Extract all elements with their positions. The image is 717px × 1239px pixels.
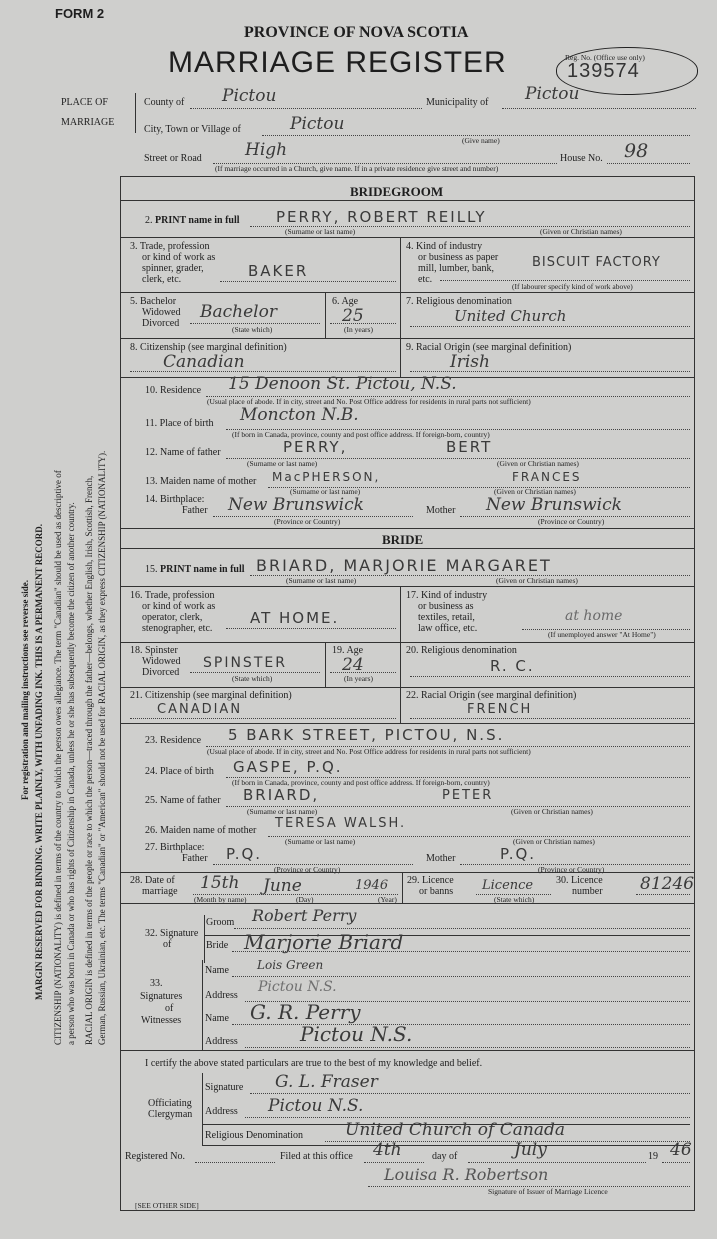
label-line: textiles, retail,	[418, 612, 475, 623]
label-line: mill, lumber, bank,	[418, 263, 494, 274]
groom-given-caption: (Given or Christian names)	[540, 227, 622, 236]
filed-year-value: 46	[670, 1140, 692, 1160]
groom-age-caption: (In years)	[344, 325, 373, 334]
label-line: 3. Trade, profession	[130, 241, 210, 252]
label-line: Widowed	[142, 656, 181, 667]
bride-bp-mother-label: Mother	[426, 853, 456, 864]
label-line: or business as	[418, 601, 474, 612]
groom-status-value: Bachelor	[200, 302, 277, 322]
label-line: 18. Spinster	[130, 645, 178, 656]
print-label: PRINT name in full	[160, 564, 245, 575]
bride-surname-caption: (Surname or last name)	[286, 576, 357, 585]
bride-age-value: 24	[342, 655, 364, 675]
page-title: MARRIAGE REGISTER	[168, 46, 507, 79]
groom-bp-father-label: Father	[182, 505, 208, 516]
bride-mother-value: TERESA WALSH.	[275, 816, 407, 831]
city-label: City, Town or Village of	[144, 124, 241, 135]
form-number: FORM 2	[55, 6, 105, 21]
bride-sig-label: Bride	[206, 940, 229, 951]
groom-racial-value: Irish	[450, 352, 490, 372]
label-line: law office, etc.	[418, 623, 478, 634]
label-line: operator, clerk,	[142, 612, 203, 623]
bride-father-bp-caption: (Province or Country)	[274, 865, 341, 874]
groom-mother-label: 13. Maiden name of mother	[145, 476, 257, 487]
issuer-caption: Signature of Issuer of Marriage Licence	[488, 1187, 608, 1196]
bride-residence-value: 5 BARK STREET, PICTOU, N.S.	[228, 726, 505, 744]
witness1-address-label: Address	[205, 990, 238, 1001]
label-line: 30. Licence	[556, 875, 603, 886]
groom-name-label	[145, 215, 240, 226]
witness1-name-label: Name	[205, 965, 229, 976]
groom-age-value: 25	[342, 306, 364, 326]
groom-surname-caption: (Surname or last name)	[285, 227, 356, 236]
day-of-label: day of	[432, 1151, 458, 1162]
label-line: of	[164, 1003, 174, 1014]
marriage-year-caption: (Year)	[378, 895, 397, 904]
groom-state-caption: (State which)	[232, 325, 273, 334]
groom-birthplace-note: (If born in Canada, province, county and post office address. If foreign-born, country)	[232, 430, 490, 439]
filed-day-value: 4th	[373, 1140, 402, 1160]
label-line: Widowed	[142, 307, 181, 318]
marriage-day-value: 15th	[200, 873, 240, 893]
bride-birthplace-note: (If born in Canada, province, county and post office address. If foreign-born, country)	[232, 778, 490, 787]
groom-residence-label: 10. Residence	[145, 385, 202, 396]
witness2-address: Pictou N.S.	[300, 1022, 413, 1046]
groom-mother-surname-caption: (Surname or last name)	[290, 487, 361, 496]
label-line: or kind of work as	[142, 252, 216, 263]
bride-age-label: 19. Age	[332, 645, 364, 656]
groom-religion-value: United Church	[454, 307, 567, 325]
licence-banns-label	[407, 875, 454, 897]
denomination-label: Religious Denomination	[205, 1130, 304, 1141]
bride-birthplace-parents-label: 27. Birthplace:	[145, 842, 205, 853]
province-heading: PROVINCE OF NOVA SCOTIA	[244, 24, 469, 41]
bride-state-caption: (State which)	[232, 674, 273, 683]
bride-residence-note: (Usual place of abode. If in city, street and No. Post Office address for residents in rural parts not sufficient)	[207, 747, 531, 756]
bride-religion-value: R. C.	[490, 657, 535, 675]
bride-age-caption: (In years)	[344, 674, 373, 683]
groom-sig-label: Groom	[206, 917, 235, 928]
bride-citizenship-value: CANADIAN	[157, 702, 243, 717]
label-line: marriage	[142, 886, 178, 897]
groom-residence-value: 15 Denoon St. Pictou, N.S.	[228, 374, 457, 394]
bride-mother-label: 26. Maiden name of mother	[145, 825, 257, 836]
witness1-address: Pictou N.S.	[258, 979, 337, 995]
groom-birthplace-value: Moncton N.B.	[240, 405, 359, 425]
groom-trade-label	[130, 241, 215, 285]
label-line: 32. Signature	[145, 928, 199, 939]
groom-name-value: PERRY, ROBERT REILLY	[276, 208, 487, 226]
licence-number-label	[556, 875, 603, 897]
licence-number-value: 81246	[640, 874, 695, 894]
field-number: 15.	[145, 564, 158, 575]
witness1-name: Lois Green	[257, 958, 324, 972]
certification-statement: I certify the above stated particulars are true to the best of my knowledge and belief.	[145, 1058, 483, 1069]
street-value: High	[245, 140, 288, 160]
marriage-date-label	[130, 875, 178, 897]
bride-name-label	[145, 564, 245, 575]
bride-religion-label: 20. Religious denomination	[406, 645, 517, 656]
clergy-signature: G. L. Fraser	[275, 1072, 378, 1092]
clergy-address-label: Address	[205, 1106, 238, 1117]
groom-industry-value: BISCUIT FACTORY	[532, 255, 661, 270]
margin-racial-def-1: RACIAL ORIGIN is defined in terms of the people or race to which the person—traced through the father—belongs, whether English, Irish, Scottish, French,	[84, 475, 94, 1045]
label-line: clerk, etc.	[142, 274, 182, 285]
county-value: Pictou	[222, 86, 277, 106]
bride-birthplace-label: 24. Place of birth	[145, 766, 214, 777]
label-line: or kind of work as	[142, 601, 216, 612]
label-line: stenographer, etc.	[142, 623, 213, 634]
margin-racial-def-2: German, Russian, Ukrainian, etc. The terms "Canadian" or "American" should not be used for RACIAL ORIGIN, as they express CITIZENSHIP (NATIONALITY).	[97, 450, 107, 1045]
filed-label: Filed at this office	[280, 1151, 353, 1162]
bride-heading: BRIDE	[382, 532, 424, 547]
bride-signature: Marjorie Briard	[244, 930, 404, 954]
label-line: 28. Date of	[130, 875, 175, 886]
witnesses-label	[150, 978, 163, 989]
groom-father-bp-value: New Brunswick	[228, 495, 364, 515]
margin-instructions: For registration and mailing instructions see reverse side.	[20, 580, 30, 800]
groom-birthplace-label: 11. Place of birth	[145, 418, 214, 429]
label-line: 5. Bachelor	[130, 296, 177, 307]
groom-mother-bp-value: New Brunswick	[486, 495, 622, 515]
street-label: Street or Road	[144, 153, 202, 164]
field-number: 2.	[145, 215, 153, 226]
issuer-signature: Louisa R. Robertson	[384, 1165, 549, 1184]
bride-name-value: BRIARD, MARJORIE MARGARET	[256, 556, 552, 575]
groom-bp-mother-label: Mother	[426, 505, 456, 516]
place-of-label: PLACE OF	[61, 97, 108, 108]
margin-citizenship-def-2: a person who was born in Canada or who has rights of Citizenship in Canada, unless he or she has subsequently become the citizen of another country.	[66, 502, 76, 1045]
groom-residence-note: (Usual place of abode. If in city, street and No. Post Office address for residents in rural parts not sufficient)	[207, 397, 531, 406]
filed-month-value: July	[514, 1140, 547, 1160]
groom-industry-note: (If labourer specify kind of work above)	[512, 282, 633, 291]
bride-father-bp-value: P.Q.	[226, 845, 263, 863]
bride-father-given-caption: (Given or Christian names)	[511, 807, 593, 816]
marriage-month-value: June	[263, 876, 302, 896]
groom-status-label	[130, 296, 180, 329]
margin-binding-note: MARGIN RESERVED FOR BINDING. WRITE PLAINLY, WITH UNFADING INK. THIS IS A PERMANENT RECORD.	[34, 523, 44, 1000]
label-line: number	[572, 886, 603, 897]
witness2-address-label: Address	[205, 1036, 238, 1047]
label-line: 4. Kind of industry	[406, 241, 483, 252]
bride-trade-value: AT HOME.	[250, 609, 340, 627]
licence-state-caption: (State which)	[494, 895, 535, 904]
clergy-address: Pictou N.S.	[268, 1096, 364, 1116]
marriage-day-caption: (Day)	[296, 895, 314, 904]
label-line: Signatures	[140, 991, 183, 1002]
marriage-month-caption: (Month by name)	[194, 895, 247, 904]
label-line: Witnesses	[141, 1015, 182, 1026]
clergy-signature-label: Signature	[205, 1082, 244, 1093]
label-line: Clergyman	[148, 1109, 193, 1120]
marriage-year-value: 1946	[355, 878, 389, 893]
signature-of-label	[145, 928, 198, 950]
officiating-clergyman-label	[148, 1098, 192, 1120]
city-value: Pictou	[290, 114, 345, 134]
groom-father-label: 12. Name of father	[145, 447, 221, 458]
bride-trade-label	[130, 590, 215, 634]
groom-age-label: 6. Age	[332, 296, 359, 307]
groom-mother-surname: MacPHERSON,	[272, 470, 381, 484]
groom-signature: Robert Perry	[252, 906, 357, 925]
denomination-value: United Church of Canada	[345, 1120, 565, 1140]
bride-status-label	[130, 645, 180, 678]
bride-father-given: PETER	[442, 788, 494, 803]
bride-citizenship-label: 21. Citizenship (see marginal definition)	[130, 690, 292, 701]
witness2-name-label: Name	[205, 1013, 229, 1024]
groom-father-given: BERT	[446, 438, 493, 456]
bride-mother-bp-value: P.Q.	[500, 845, 537, 863]
groom-mother-given: FRANCES	[512, 470, 582, 484]
bride-bp-father-label: Father	[182, 853, 208, 864]
groom-citizenship-value: Canadian	[163, 352, 245, 372]
bride-mother-given-caption: (Given or Christian names)	[513, 837, 595, 846]
municipality-label: Municipality of	[426, 97, 489, 108]
groom-father-given-caption: (Given or Christian names)	[497, 459, 579, 468]
label-line: Divorced	[142, 318, 180, 329]
label-line: etc.	[418, 274, 433, 285]
house-value: 98	[624, 140, 649, 162]
label-line: 16. Trade, profession	[130, 590, 215, 601]
margin-citizenship-def-1: CITIZENSHIP (NATIONALITY) is defined in terms of the country to which the person owes allegiance. The term "Canadian" should be used as descriptive of	[53, 470, 63, 1045]
licence-type-value: Licence	[482, 878, 534, 893]
label-line: or business as paper	[418, 252, 499, 263]
bride-father-surname: BRIARD,	[243, 786, 320, 804]
filed-year-prefix: 19	[648, 1151, 658, 1162]
bride-racial-value: FRENCH	[467, 702, 533, 717]
bride-industry-value: at home	[565, 608, 623, 624]
bride-residence-label: 23. Residence	[145, 735, 202, 746]
groom-trade-value: BAKER	[248, 262, 309, 280]
groom-mother-bp-caption: (Province or Country)	[538, 517, 605, 526]
groom-racial-label: 9. Racial Origin (see marginal definition)	[406, 342, 572, 353]
groom-religion-label: 7. Religious denomination	[406, 296, 512, 307]
give-name-caption: (Give name)	[462, 136, 500, 145]
label-line: or banns	[419, 886, 454, 897]
label-line: 17. Kind of industry	[406, 590, 488, 601]
groom-mother-given-caption: (Given or Christian names)	[494, 487, 576, 496]
see-other-side: [SEE OTHER SIDE]	[135, 1201, 199, 1210]
county-label: County of	[144, 97, 185, 108]
bride-mother-bp-caption: (Province or Country)	[538, 865, 605, 874]
municipality-value: Pictou	[525, 84, 580, 104]
groom-father-surname: PERRY,	[283, 438, 348, 456]
bridegroom-heading: BRIDEGROOM	[350, 184, 444, 199]
label-line: of	[163, 939, 172, 950]
label-line: 33.	[150, 978, 163, 989]
bride-given-caption: (Given or Christian names)	[496, 576, 578, 585]
bride-status-value: SPINSTER	[203, 655, 287, 671]
house-label: House No.	[560, 153, 603, 164]
bride-mother-surname-caption: (Surname or last name)	[285, 837, 356, 846]
label-line: Divorced	[142, 667, 180, 678]
groom-industry-label	[406, 241, 498, 285]
print-label: PRINT name in full	[155, 215, 240, 226]
bride-father-label: 25. Name of father	[145, 795, 221, 806]
label-line: 29. Licence	[407, 875, 454, 886]
bride-father-surname-caption: (Surname or last name)	[247, 807, 318, 816]
reg-no-label: Reg. No. (Office use only)	[565, 53, 645, 62]
bride-industry-label	[406, 590, 487, 634]
witness2-name: G. R. Perry	[250, 1000, 361, 1024]
registered-no-label: Registered No.	[125, 1151, 185, 1162]
bride-racial-label: 22. Racial Origin (see marginal definition)	[406, 690, 577, 701]
groom-citizenship-label: 8. Citizenship (see marginal definition)	[130, 342, 287, 353]
label-line: spinner, grader,	[142, 263, 204, 274]
street-note: (If marriage occurred in a Church, give name. If in a private residence give street and number)	[215, 164, 499, 173]
reg-no-value: 139574	[567, 60, 640, 82]
groom-birthplace-parents-label: 14. Birthplace:	[145, 494, 205, 505]
witnesses-label-2	[140, 991, 182, 1027]
bride-industry-note: (If unemployed answer "At Home")	[548, 630, 656, 639]
groom-father-surname-caption: (Surname or last name)	[247, 459, 318, 468]
groom-father-bp-caption: (Province or Country)	[274, 517, 341, 526]
marriage-label: MARRIAGE	[61, 117, 115, 128]
bride-birthplace-value: GASPE, P.Q.	[233, 758, 343, 776]
label-line: Officiating	[148, 1098, 192, 1109]
